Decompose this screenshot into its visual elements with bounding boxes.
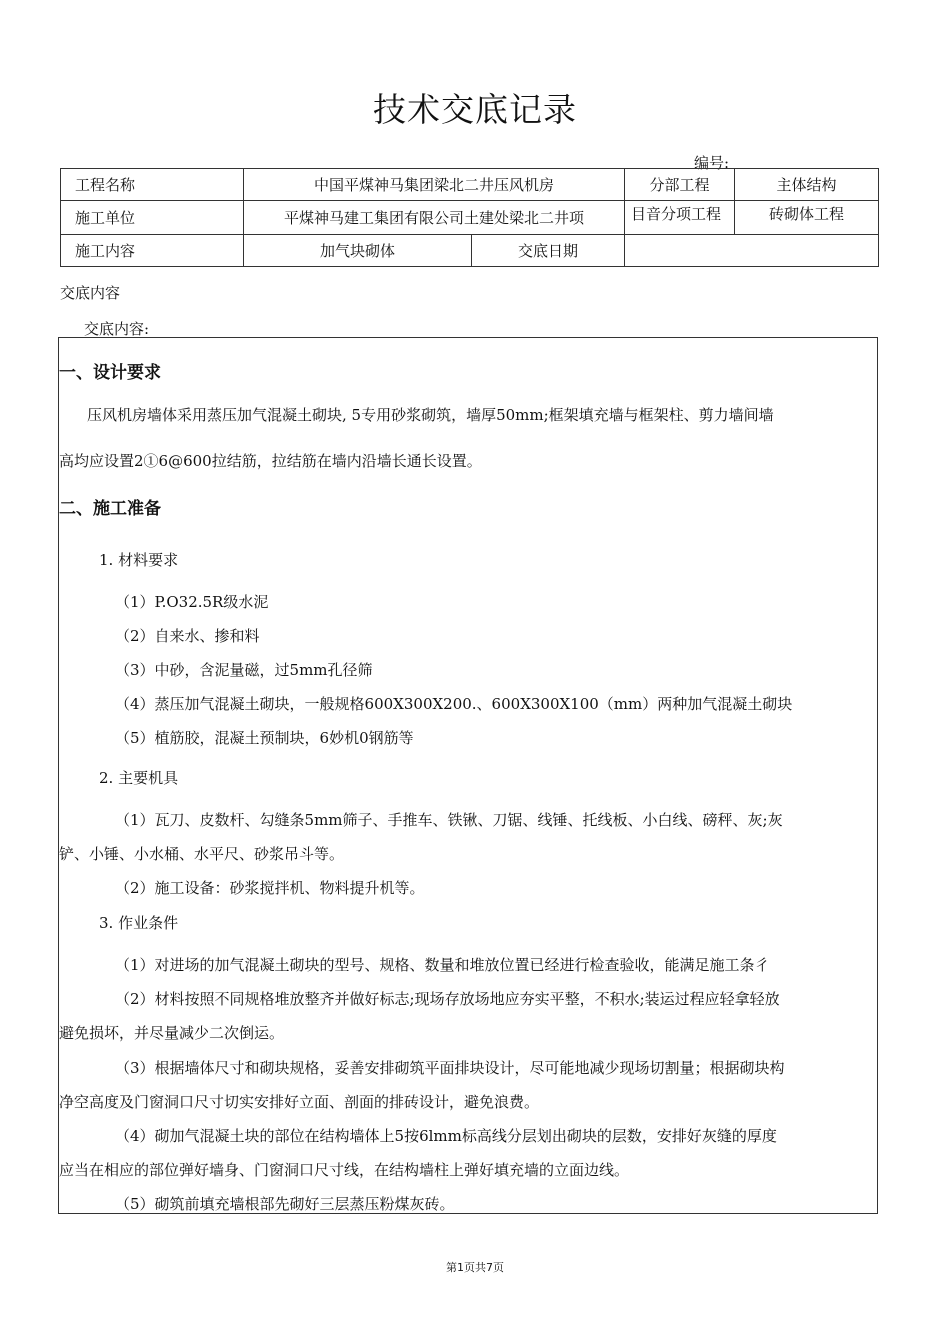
subheading-conditions: 3. 作业条件 bbox=[99, 914, 179, 932]
contractor-label: 施工单位 bbox=[61, 201, 244, 235]
section-heading-preparation: 二、施工准备 bbox=[59, 499, 161, 519]
date-label: 交底日期 bbox=[472, 235, 625, 267]
paragraph: 高均应设置2①6@600拉结筋，拉结筋在墙内沿墙长通长设置。 bbox=[59, 452, 482, 470]
list-item-continued: 应当在相应的部位弹好墙身、门窗洞口尺寸线，在结构墙柱上弹好填充墙的立面边线。 bbox=[59, 1161, 630, 1179]
table-row bbox=[61, 169, 879, 201]
list-item: （2）自来水、掺和料 bbox=[115, 627, 260, 645]
date-value bbox=[625, 235, 879, 267]
subheading-tools: 2. 主要机具 bbox=[99, 769, 179, 787]
list-item-continued: 避免损坏，并尽量减少二次倒运。 bbox=[59, 1024, 285, 1042]
list-item: （5）砌筑前填充墙根部先砌好三层蒸压粉煤灰砖。 bbox=[115, 1195, 455, 1213]
subheading-materials: 1. 材料要求 bbox=[99, 551, 179, 569]
list-item: （5）植筋胶，混凝土预制块，6妙机0钢筋等 bbox=[115, 729, 414, 747]
list-item-continued: 铲、小锤、小水桶、水平尺、砂浆吊斗等。 bbox=[59, 845, 345, 863]
list-item: （1）瓦刀、皮数杆、勾缝条5mm筛子、手推车、铁锹、刀锯、线锤、托线板、小白线、磅秤、灰;灰 bbox=[115, 811, 783, 829]
disclosure-content-heading: 交底内容 bbox=[60, 284, 121, 302]
sub-project-label: 分部工程 bbox=[625, 169, 735, 201]
list-item-continued: 净空高度及门窗洞口尺寸切实安排好立面、剖面的排砖设计，避免浪费。 bbox=[59, 1093, 540, 1111]
list-item: （3）中砂，含泥量磁，过5mm孔径筛 bbox=[115, 661, 373, 679]
content-label: 施工内容 bbox=[61, 235, 244, 267]
sub-item-value: 砖砌体工程 bbox=[735, 201, 879, 235]
list-item: （2）施工设备：砂浆搅拌机、物料提升机等。 bbox=[115, 879, 425, 897]
page-footer: 第1页共7页 bbox=[446, 1261, 504, 1274]
disclosure-content-label: 交底内容: bbox=[84, 320, 150, 338]
sub-item-label: 目音分项工程 bbox=[625, 201, 735, 235]
disclosure-content-box bbox=[58, 337, 878, 1214]
table-row bbox=[61, 235, 879, 267]
list-item: （1）对进场的加气混凝土砌块的型号、规格、数量和堆放位置已经进行检查验收，能满足施工条彳 bbox=[115, 956, 770, 974]
serial-number-label: 编号: bbox=[694, 154, 730, 172]
contractor-value: 平煤神马建工集团有限公司土建处梁北二井项 bbox=[244, 201, 625, 235]
list-item: （3）根据墙体尺寸和砌块规格，妥善安排砌筑平面排块设计，尽可能地减少现场切割量；根据砌块构 bbox=[115, 1059, 785, 1077]
project-info-table bbox=[60, 168, 879, 267]
sub-project-value: 主体结构 bbox=[735, 169, 879, 201]
list-item: （4）蒸压加气混凝土砌块，一般规格600X300X200.、600X300X100（mm）两种加气混凝土砌块 bbox=[115, 695, 793, 713]
content-value: 加气块砌体 bbox=[244, 235, 472, 267]
table-row bbox=[61, 201, 879, 235]
paragraph: 压风机房墙体采用蒸压加气混凝土砌块, 5专用砂浆砌筑，墙厚50mm;框架填充墙与框架柱、剪力墙间墙 bbox=[87, 406, 774, 424]
section-heading-design: 一、设计要求 bbox=[59, 363, 161, 383]
list-item: （4）砌加气混凝土块的部位在结构墙体上5按6lmm标高线分层划出砌块的层数，安排好灰缝的厚度 bbox=[115, 1127, 777, 1145]
document-title: 技术交底记录 bbox=[373, 90, 577, 129]
project-name-value: 中国平煤神马集团梁北二井压风机房 bbox=[244, 169, 625, 201]
list-item: （2）材料按照不同规格堆放整齐并做好标志;现场存放场地应夯实平整，不积水;装运过程应轻拿轻放 bbox=[115, 990, 780, 1008]
list-item: （1）P.O32.5R级水泥 bbox=[115, 593, 269, 611]
project-name-label: 工程名称 bbox=[61, 169, 244, 201]
